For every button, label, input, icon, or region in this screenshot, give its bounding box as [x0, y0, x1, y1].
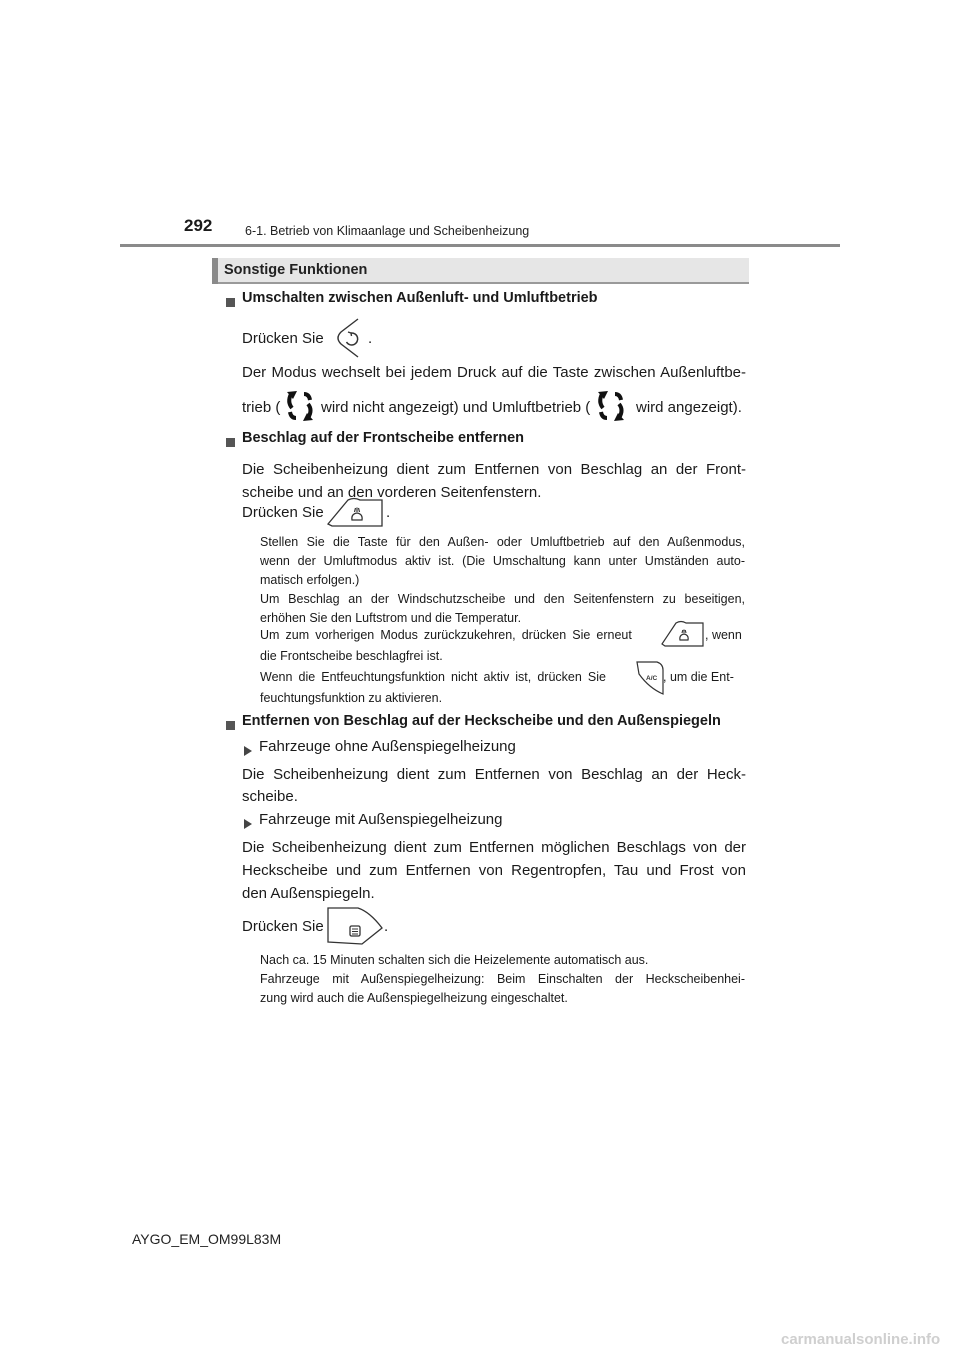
heading-rear-defog: Entfernen von Beschlag auf der Heckscheibe und den Außenspiegeln: [242, 713, 721, 729]
press-text-1: Drücken Sie: [242, 330, 324, 347]
rear-defog-p1-l2: scheibe.: [242, 788, 298, 805]
front-defogger-button-icon: [326, 496, 384, 530]
recirculation-button-icon: [334, 318, 366, 358]
front-defog-p1-l2: scheibe und an den vorderen Seitenfenstern.: [242, 484, 542, 501]
note-2-l1: Um Beschlag an der Windschutzscheibe und den Seitenfenstern zu beseitigen,: [260, 592, 745, 606]
note-2-l2: erhöhen Sie den Luftstrom und die Temperatur.: [260, 611, 522, 625]
header-rule: [120, 244, 840, 247]
note-1-l2: wenn der Umluftmodus aktiv ist. (Die Umschaltung kann unter Umständen auto-: [260, 554, 745, 568]
note-4-l2: feuchtungsfunktion zu aktivieren.: [260, 691, 443, 705]
note-4-a: Wenn die Entfeuchtungsfunktion nicht aktiv ist, drücken Sie: [260, 670, 606, 684]
trieb-text-b: wird nicht angezeigt) und Umluftbetrieb (: [321, 399, 591, 416]
sub-heading-2: Fahrzeuge mit Außenspiegelheizung: [259, 811, 503, 828]
page-number: 292: [184, 216, 213, 235]
press-text-3-end: .: [384, 918, 389, 935]
note-3-b: , wenn: [705, 628, 742, 642]
square-bullet-icon: [226, 294, 235, 312]
note-4-b: , um die Ent-: [663, 670, 734, 684]
front-defog-p1-l1: Die Scheibenheizung dient zum Entfernen von Beschlag an der Front-: [242, 461, 746, 478]
ac-label: A/C: [646, 675, 658, 682]
recirculation-mode-icon: [594, 388, 628, 424]
press-text-1-end: .: [368, 330, 373, 347]
section-box-bar: [212, 258, 218, 284]
press-text-2-end: .: [386, 504, 391, 521]
section-title: 6-1. Betrieb von Klimaanlage und Scheibenheizung: [245, 224, 530, 238]
heading-front-defog: Beschlag auf der Frontscheibe entfernen: [242, 430, 525, 446]
box-title: Sonstige Funktionen: [224, 262, 368, 278]
rear-defog-p2-l1: Die Scheibenheizung dient zum Entfernen möglichen Beschlags von der: [242, 839, 746, 856]
triangle-bullet-icon: [244, 743, 252, 761]
note-1-l1: Stellen Sie die Taste für den Außen- oder Umluftbetrieb auf den Außenmodus,: [260, 535, 745, 549]
note-1-l3: matisch erfolgen.): [260, 573, 360, 587]
rear-note-1: Nach ca. 15 Minuten schalten sich die Heizelemente automatisch aus.: [260, 953, 649, 967]
footer-code: AYGO_EM_OM99L83M: [132, 1231, 282, 1247]
rear-note-2-l2: zung wird auch die Außenspiegelheizung eingeschaltet.: [260, 991, 568, 1005]
press-text-3: Drücken Sie: [242, 918, 324, 935]
note-3-l2: die Frontscheibe beschlagfrei ist.: [260, 649, 443, 663]
heading-recirculation: Umschalten zwischen Außenluft- und Umluftbetrieb: [242, 290, 598, 306]
trieb-text-a: trieb (: [242, 399, 281, 416]
square-bullet-icon: [226, 434, 235, 452]
press-text-2: Drücken Sie: [242, 504, 324, 521]
front-defogger-button-icon: [660, 619, 704, 649]
outside-air-mode-icon: [283, 388, 317, 424]
rear-defogger-button-icon: [326, 904, 389, 948]
triangle-bullet-icon: [244, 816, 252, 834]
mode-line: Der Modus wechselt bei jedem Druck auf die Taste zwischen Außenluftbe-: [242, 364, 746, 381]
rear-defog-p2-l3: den Außenspiegeln.: [242, 885, 375, 902]
rear-defog-p1-l1: Die Scheibenheizung dient zum Entfernen von Beschlag an der Heck-: [242, 766, 746, 783]
square-bullet-icon: [226, 717, 235, 735]
sub-heading-1: Fahrzeuge ohne Außenspiegelheizung: [259, 738, 516, 755]
note-3-a: Um zum vorherigen Modus zurückzukehren, drücken Sie erneut: [260, 628, 632, 642]
rear-defog-p2-l2: Heckscheibe und zum Entfernen von Regentropfen, Tau und Frost von: [242, 862, 746, 879]
trieb-text-c: wird angezeigt).: [636, 399, 742, 416]
rear-note-2-l1: Fahrzeuge mit Außenspiegelheizung: Beim Einschalten der Heckscheibenhei-: [260, 972, 745, 986]
watermark: carmanualsonline.info: [781, 1331, 941, 1348]
